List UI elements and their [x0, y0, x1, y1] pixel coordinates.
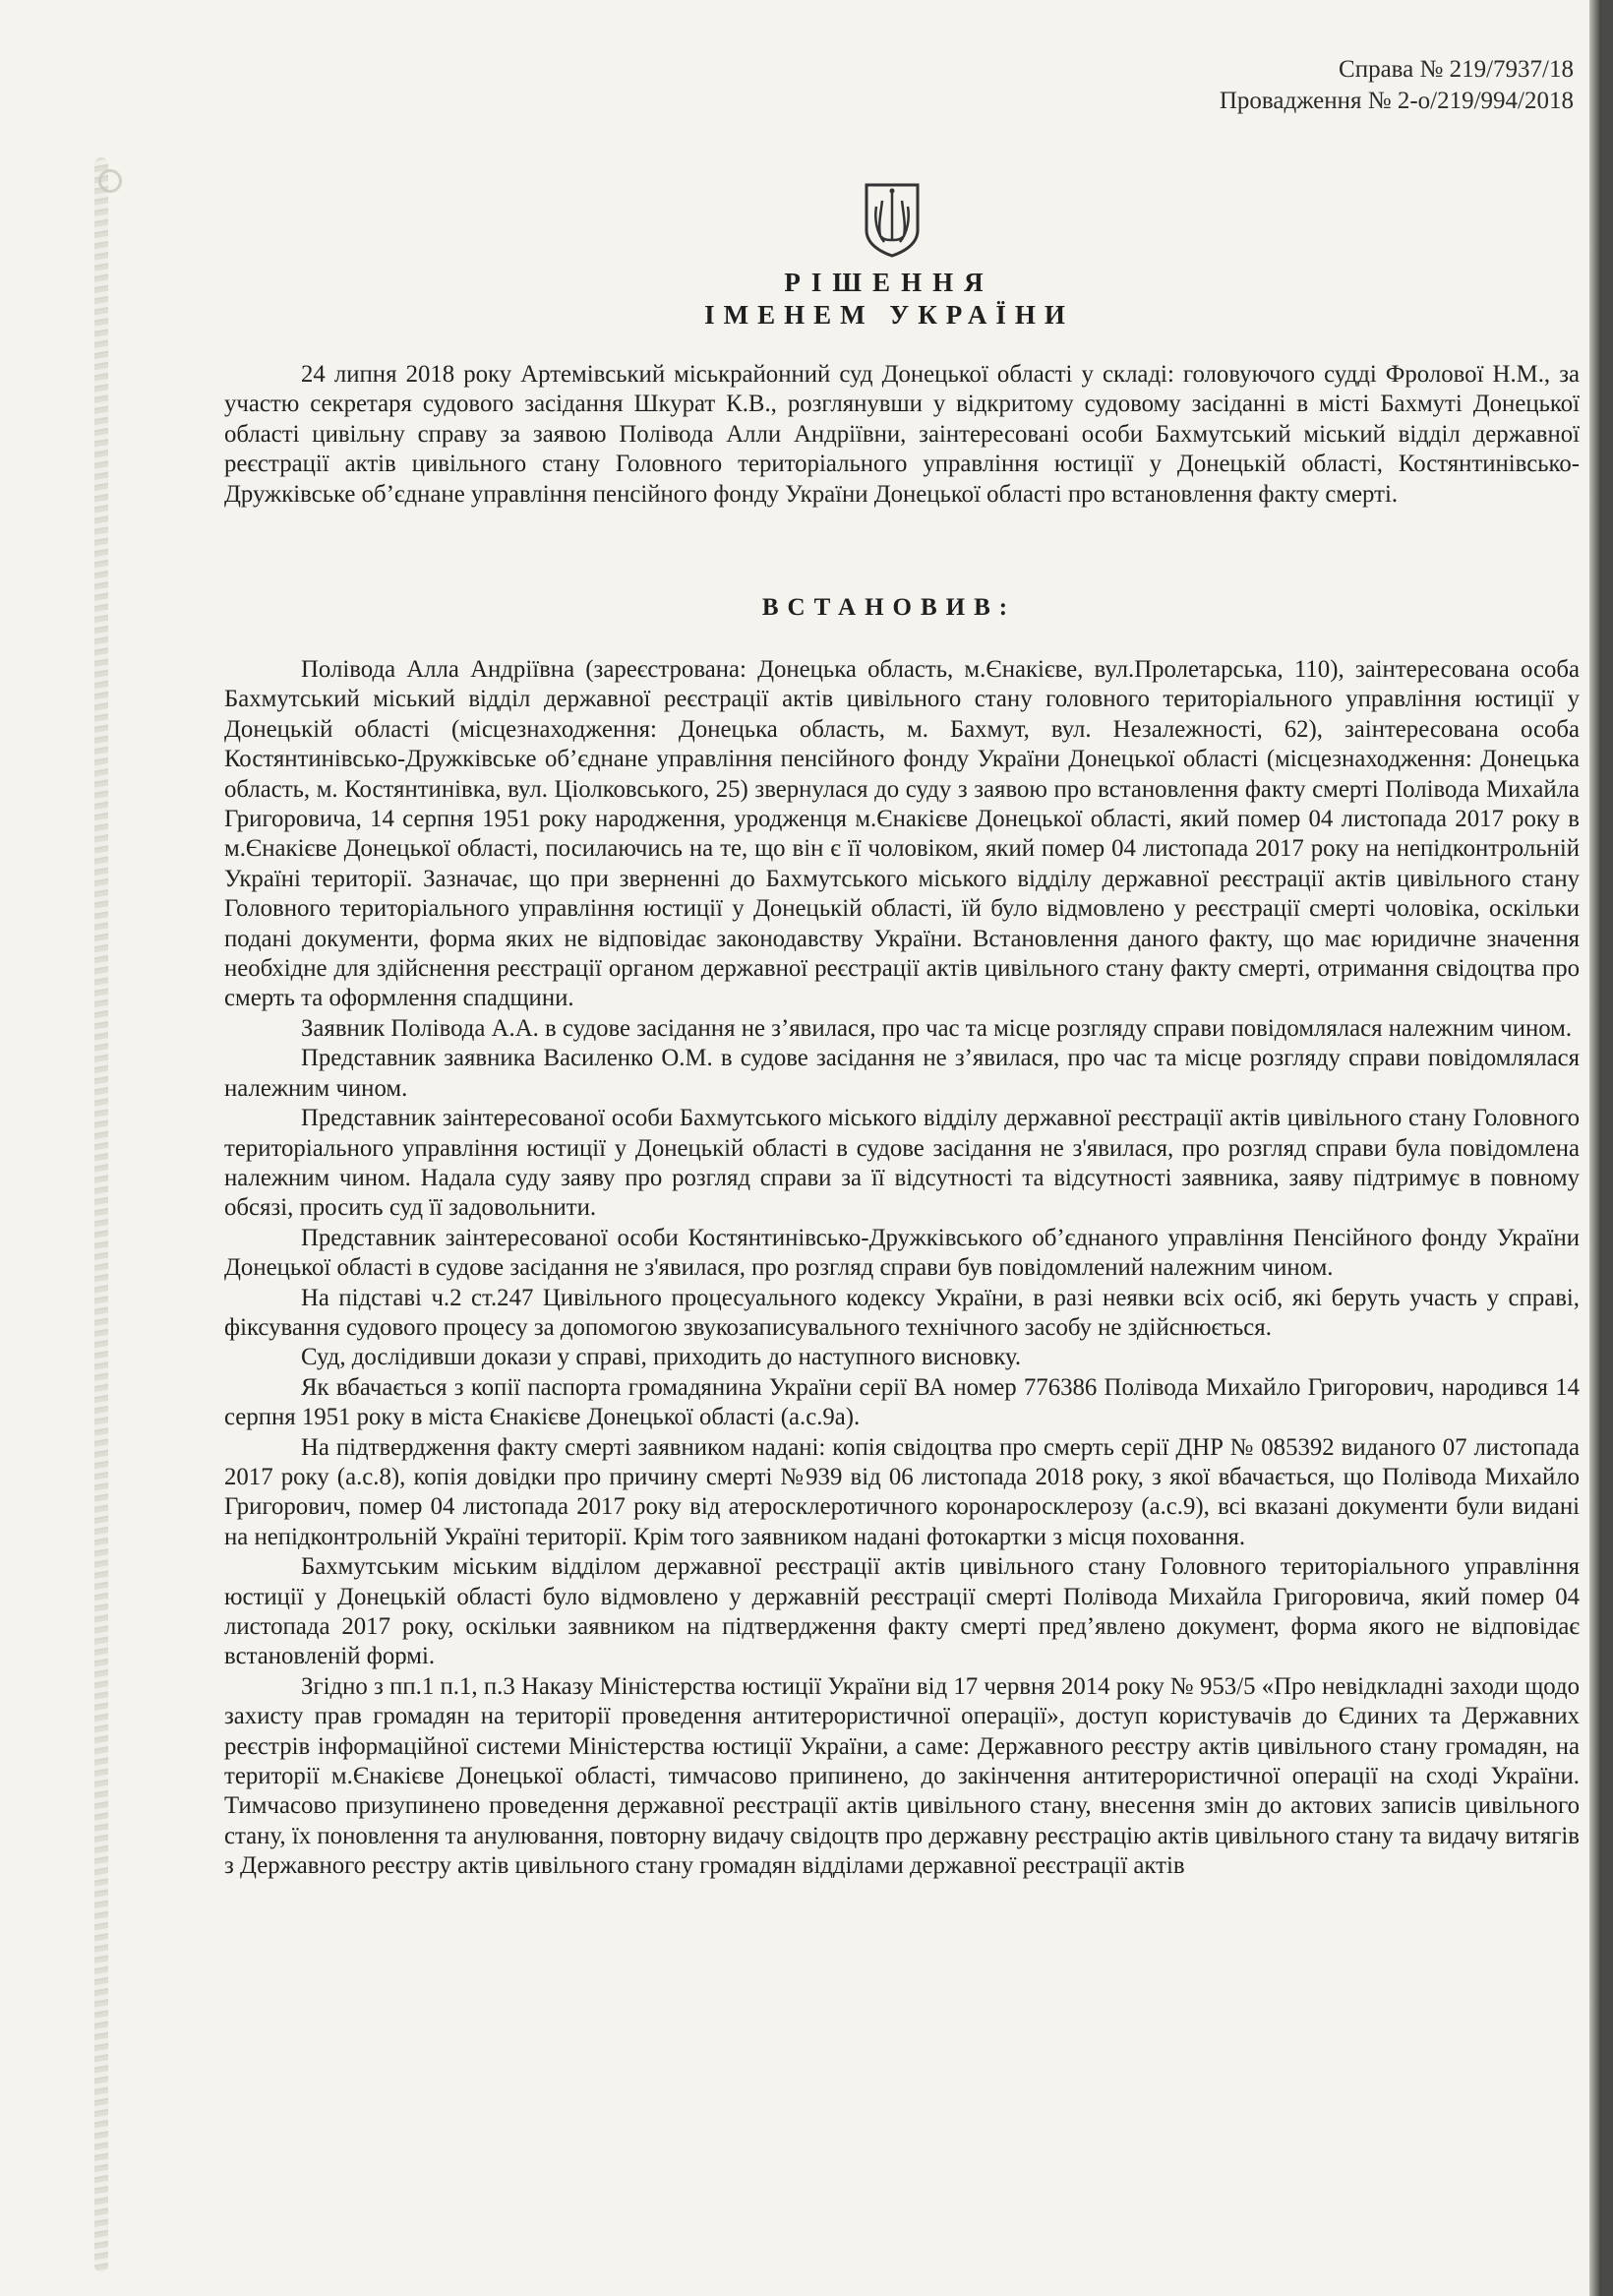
proceeding-number: Провадження № 2-о/219/994/2018 [1219, 88, 1574, 114]
paragraph-11: Згідно з пп.1 п.1, п.3 Наказу Міністерства юстиції України від 17 червня 2014 року № 953/5 «Про невідкладні заходи щодо захисту прав громадян на території проведення антитерористичної операції», доступ користувачів до Єдиних та Державних реєстрів інформаційної системи Міністерства юстиції України, а саме: Державного реєстру актів цивільного стану громадян, на території м.Єнакієве Донецької області, тимчасово припинено, до закінчення антитерористичної операції на сході України. Тимчасово призупинено проведення державної реєстрації актів цивільного стану, внесення змін до актових записів цивільного стану, їх поновлення та анулювання, повторну видачу свідоцтв про державну реєстрацію актів цивільного стану та видачу витягів з Державного реєстру актів цивільного стану громадян відділами державної реєстрації актів [224, 1672, 1580, 1880]
binding-knot [98, 169, 122, 193]
paragraph-4: Представник заінтересованої особи Бахмутського міського відділу державної реєстрації актів цивільного стану Головного територіального управління юстиції у Донецькій області в судове засідання не з'явилася, про розгляд справи була повідомлена належним чином. Надала суду заяву про розгляд справи за її відсутності та відсутності заявника, заяву підтримує в повному обсязі, просить суд її задовольнити. [224, 1105, 1580, 1222]
document-subtitle: ІМЕНЕМ УКРАЇНИ [704, 300, 1074, 330]
paragraph-2: Заявник Полівода А.А. в судове засідання не з’явилася, про час та місце розгляду справи повідомлялася належним чином. [301, 1014, 1573, 1042]
paragraph-10: Бахмутським міським відділом державної реєстрації актів цивільного стану Головного територіального управління юстиції у Донецькій області було відмовлено у державній реєстрації смерті Полівода Михайла Григоровича, який помер 04 листопада 2017 року, оскільки заявником на підтвердження факту смерті пред’явлено документ, форма якого не відповідає встановленій формі. [224, 1553, 1580, 1670]
binding-thread [94, 157, 108, 2272]
paragraph-5: Представник заінтересованої особи Костянтинівсько-Дружківського об’єднаного управління Пенсійного фонду України Донецької області в судове засідання не з'явилася, про розгляд справи був повідомлений належним чином. [224, 1224, 1580, 1282]
paragraph-7: Суд, дослідивши докази у справі, приходить до наступного висновку. [301, 1344, 1022, 1371]
paragraph-9: На підтвердження факту смерті заявником надані: копія свідоцтва про смерть серії ДНР № 085392 виданого 07 листопада 2017 року (а.с.8), копія довідки про причину смерті №939 від 06 листопада 2018 року, з якої вбачається, що Полівода Михайло Григорович, помер 04 листопада 2017 року від атеросклеротичного коронаросклерозу (а.с.9), всі вказані документи були видані на непідконтрольній Україні території. Крім того заявником надані фотокартки з місця поховання. [224, 1433, 1580, 1550]
paragraph-8: Як вбачається з копії паспорта громадянина України серії ВА номер 776386 Полівода Михайло Григорович, народився 14 серпня 1951 року в міста Єнакієве Донецької області (а.с.9а). [224, 1373, 1580, 1431]
document-title: РІШЕННЯ [784, 268, 994, 297]
case-references [1220, 54, 1574, 117]
intro-block [224, 360, 1580, 510]
paragraph-6: На підставі ч.2 ст.247 Цивільного процесуального кодексу України, в разі неявки всіх осіб, які беруть участь у справі, фіксування судового процесу за допомогою звукозаписувального технічного засобу не здійснюється. [224, 1284, 1580, 1341]
intro-paragraph: 24 липня 2018 року Артемівський міськрайонний суд Донецької області у складі: головуючого судді Фролової Н.М., за участю секретаря судового засідання Шкурат К.В., розглянувши у відкритому судовому засіданні в місті Бахмуті Донецької області цивільну справу за заявою Полівода Алли Андріївни, заінтересовані особи Бахмутський міський відділ державної реєстрації актів цивільного стану Головного територіального управління юстиції у Донецькій області, Костянтинівсько-Дружківське об’єднане управління пенсійного фонду України Донецької області про встановлення факту смерті. [224, 361, 1580, 508]
main-text [224, 655, 1580, 1882]
paragraph-3: Представник заявника Василенко О.М. в судове засідання не з’явилася, про час та місце розгляду справи повідомлялася належним чином. [224, 1045, 1580, 1102]
coat-of-arms-icon [861, 181, 924, 258]
page-edge-shadow [1589, 0, 1601, 2296]
paragraph-1: Полівода Алла Андріївна (зареєстрована: Донецька область, м.Єнакієве, вул.Пролетарська, 110), заінтересована особа Бахмутський міський відділ державної реєстрації актів цивільного стану головного територіального управління юстиції у Донецькій області (місцезнаходження: Донецька область, м. Бахмут, вул. Незалежності, 62), заінтересована особа Костянтинівсько-Дружківське об’єднане управління пенсійного фонду України Донецької області (місцезнаходження: Донецька область, м. Костянтинівка, вул. Ціолковського, 25) звернулася до суду з заявою про встановлення факту смерті Полівода Михайла Григоровича, 14 серпня 1951 року народження, уродженця м.Єнакієве Донецької області, який помер 04 листопада 2017 року в м.Єнакієве Донецької області, посилаючись на те, що він є її чоловіком, який помер 04 листопада 2017 року на непідконтрольній Україні території. Зазначає, що при зверненні до Бахмутського міського відділу державної реєстрації актів цивільного стану Головного територіального управління юстиції у Донецькій області, їй було відмовлено у реєстрації смерті чоловіка, оскільки подані документи, форма яких не відповідає законодавству України. Встановлення даного факту, що має юридичне значення необхідне для здійснення реєстрації органом державної реєстрації актів цивільного стану факту смерті, отримання свідоцтва про смерть та оформлення спадщини. [224, 656, 1580, 1012]
section-heading: ВСТАНОВИВ: [761, 594, 1017, 621]
case-number: Справа № 219/7937/18 [1339, 56, 1574, 83]
